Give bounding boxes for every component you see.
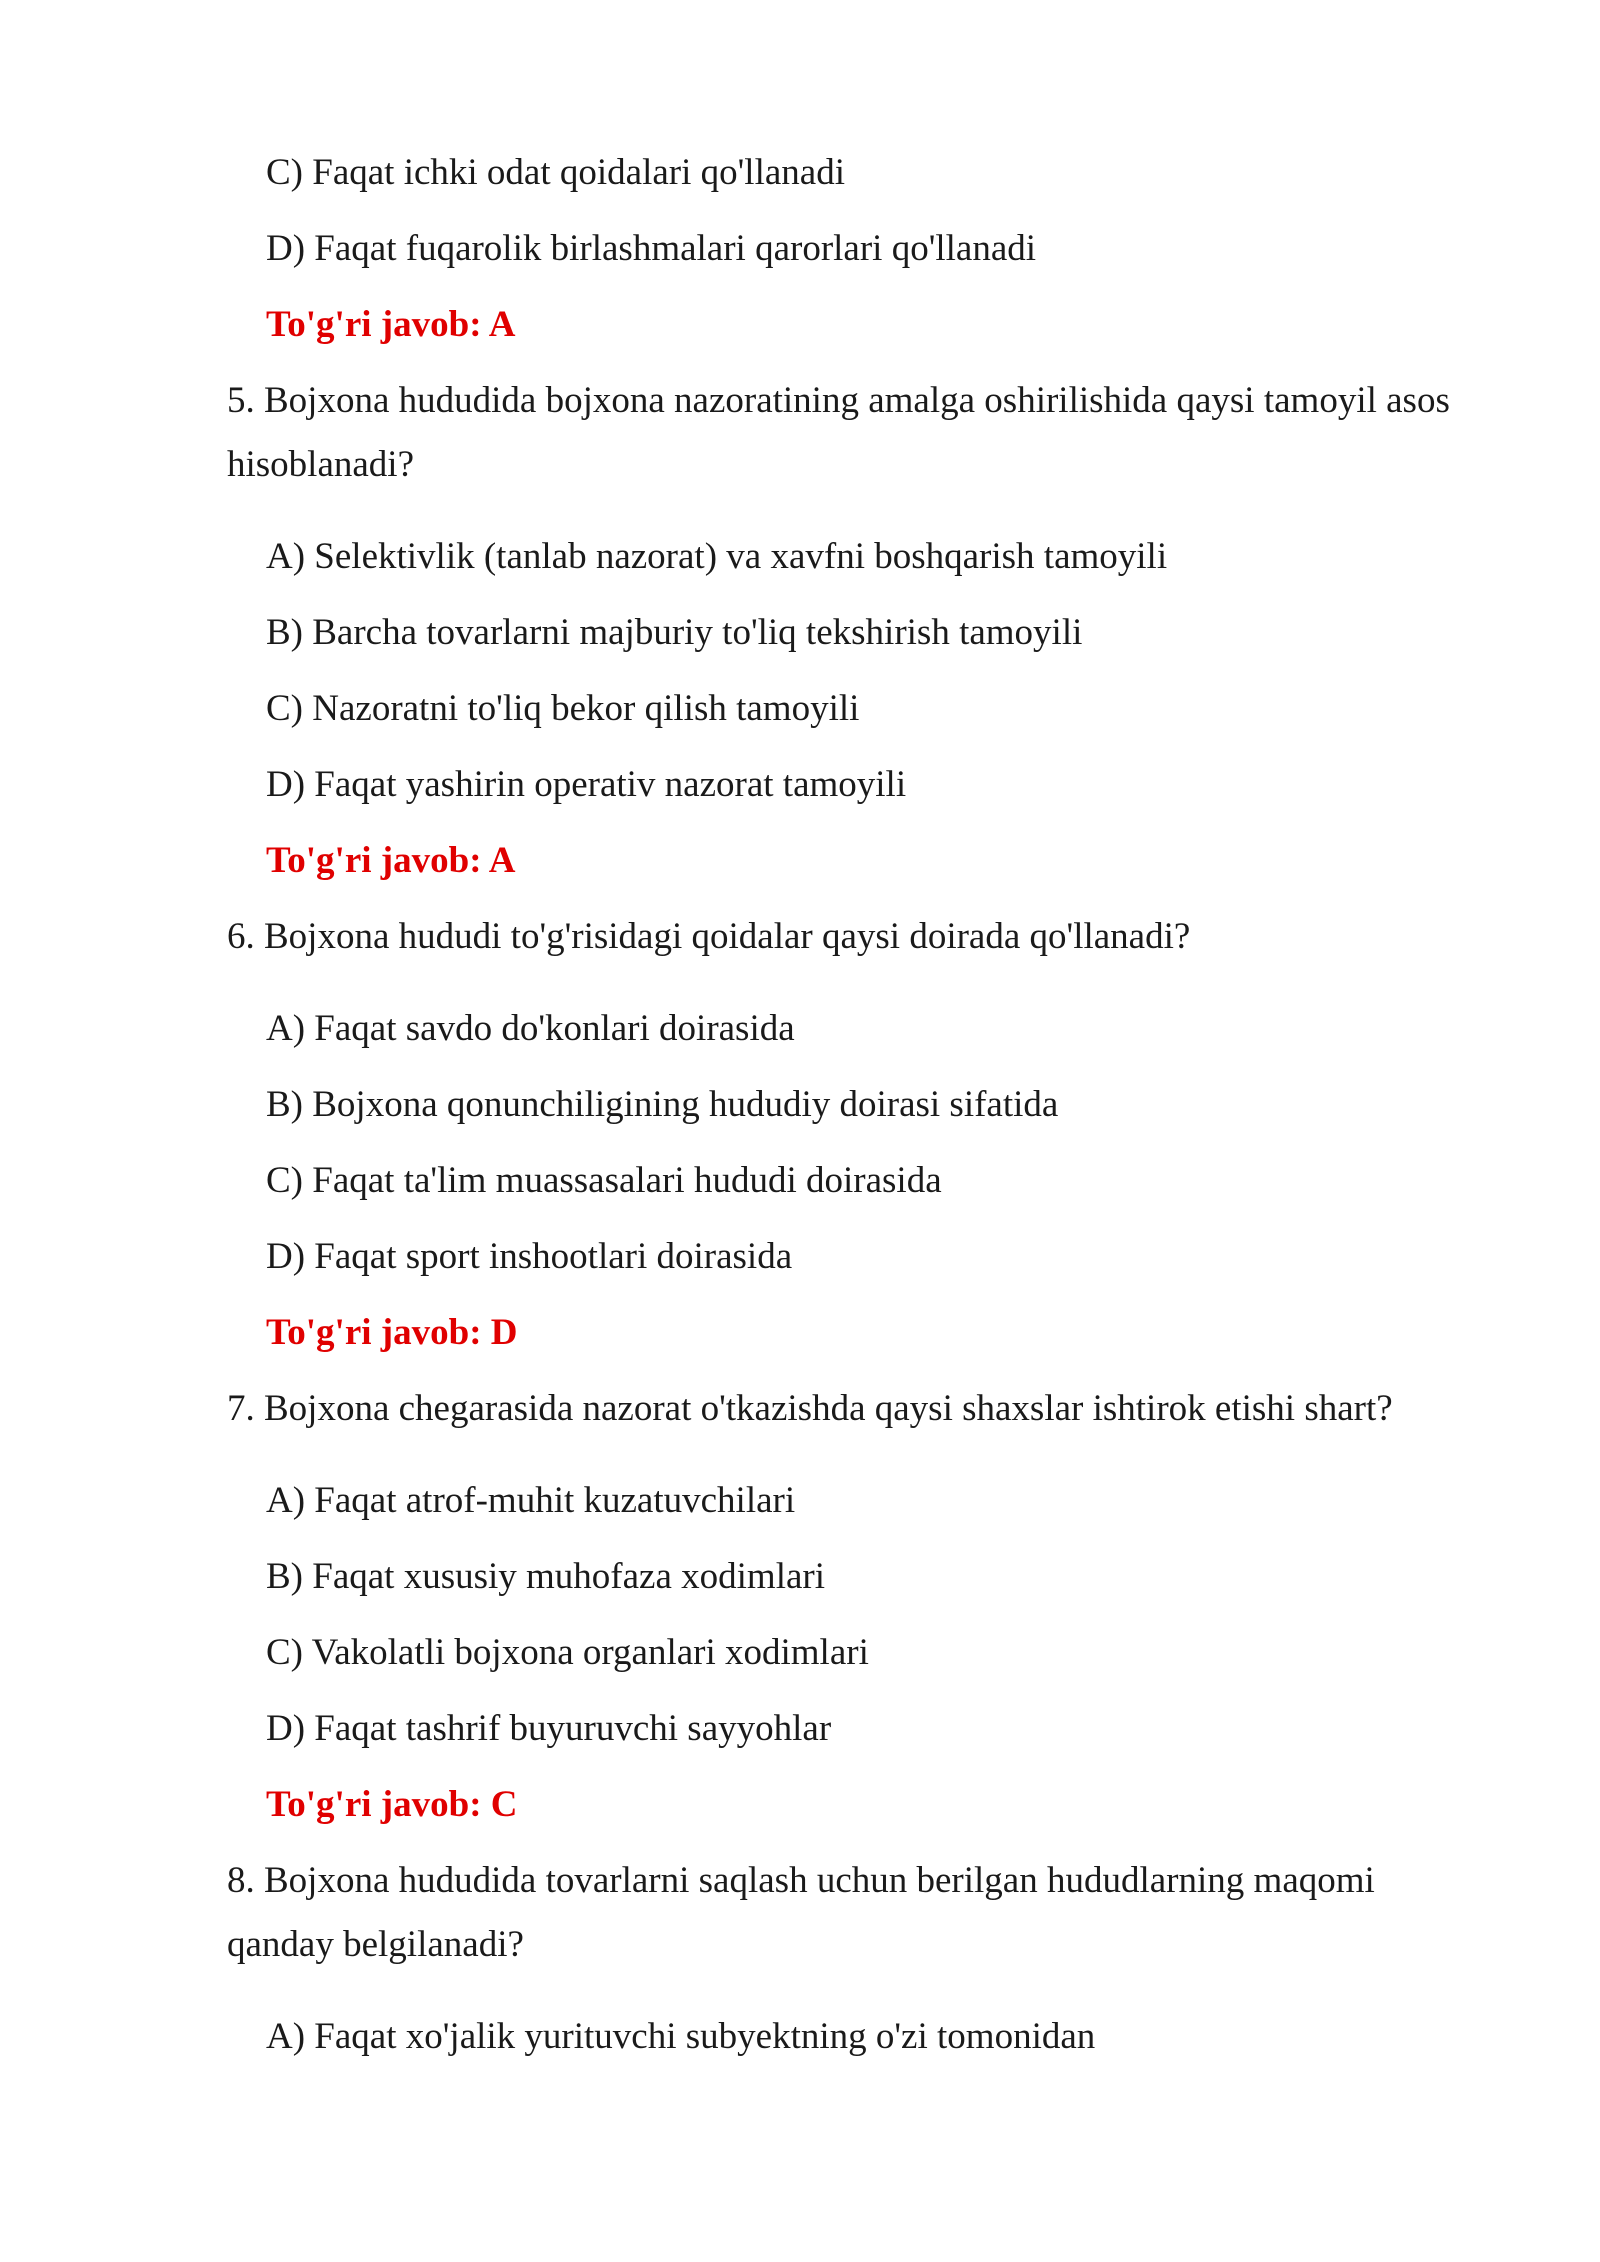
question-6-text: 6. Bojxona hududi to'g'risidagi qoidalar qaysi doirada qo'llanadi? — [227, 916, 1191, 957]
question-5-text-cont: hisoblanadi? — [227, 444, 415, 485]
correct-answer: To'g'ri javob: C — [266, 1784, 518, 1825]
question-8-text: 8. Bojxona hududida tovarlarni saqlash uchun berilgan hududlarning maqomi — [227, 1860, 1375, 1901]
option-a: A) Faqat savdo do'konlari doirasida — [266, 1008, 795, 1049]
option-c: C) Vakolatli bojxona organlari xodimlari — [266, 1632, 869, 1673]
option-a: A) Faqat xo'jalik yurituvchi subyektning o'zi tomonidan — [266, 2016, 1096, 2057]
option-b: B) Bojxona qonunchiligining hududiy doirasi sifatida — [266, 1084, 1059, 1125]
option-a: A) Faqat atrof-muhit kuzatuvchilari — [266, 1480, 796, 1521]
correct-answer: To'g'ri javob: A — [266, 304, 516, 345]
correct-answer: To'g'ri javob: A — [266, 840, 516, 881]
option-d: D) Faqat fuqarolik birlashmalari qarorlari qo'llanadi — [266, 228, 1037, 269]
question-7-text: 7. Bojxona chegarasida nazorat o'tkazishda qaysi shaxslar ishtirok etishi shart? — [227, 1388, 1393, 1429]
option-b: B) Faqat xususiy muhofaza xodimlari — [266, 1556, 826, 1597]
correct-answer: To'g'ri javob: D — [266, 1312, 518, 1353]
option-d: D) Faqat tashrif buyuruvchi sayyohlar — [266, 1708, 832, 1749]
option-d: D) Faqat sport inshootlari doirasida — [266, 1236, 793, 1277]
option-b: B) Barcha tovarlarni majburiy to'liq tekshirish tamoyili — [266, 612, 1083, 653]
question-8-text-cont: qanday belgilanadi? — [227, 1924, 524, 1965]
question-5-text: 5. Bojxona hududida bojxona nazoratining amalga oshirilishida qaysi tamoyil asos — [227, 380, 1450, 421]
option-c: C) Faqat ta'lim muassasalari hududi doirasida — [266, 1160, 942, 1201]
option-c: C) Nazoratni to'liq bekor qilish tamoyili — [266, 688, 860, 729]
option-a: A) Selektivlik (tanlab nazorat) va xavfni boshqarish tamoyili — [266, 536, 1168, 577]
option-c: C) Faqat ichki odat qoidalari qo'llanadi — [266, 152, 845, 193]
option-d: D) Faqat yashirin operativ nazorat tamoyili — [266, 764, 907, 805]
